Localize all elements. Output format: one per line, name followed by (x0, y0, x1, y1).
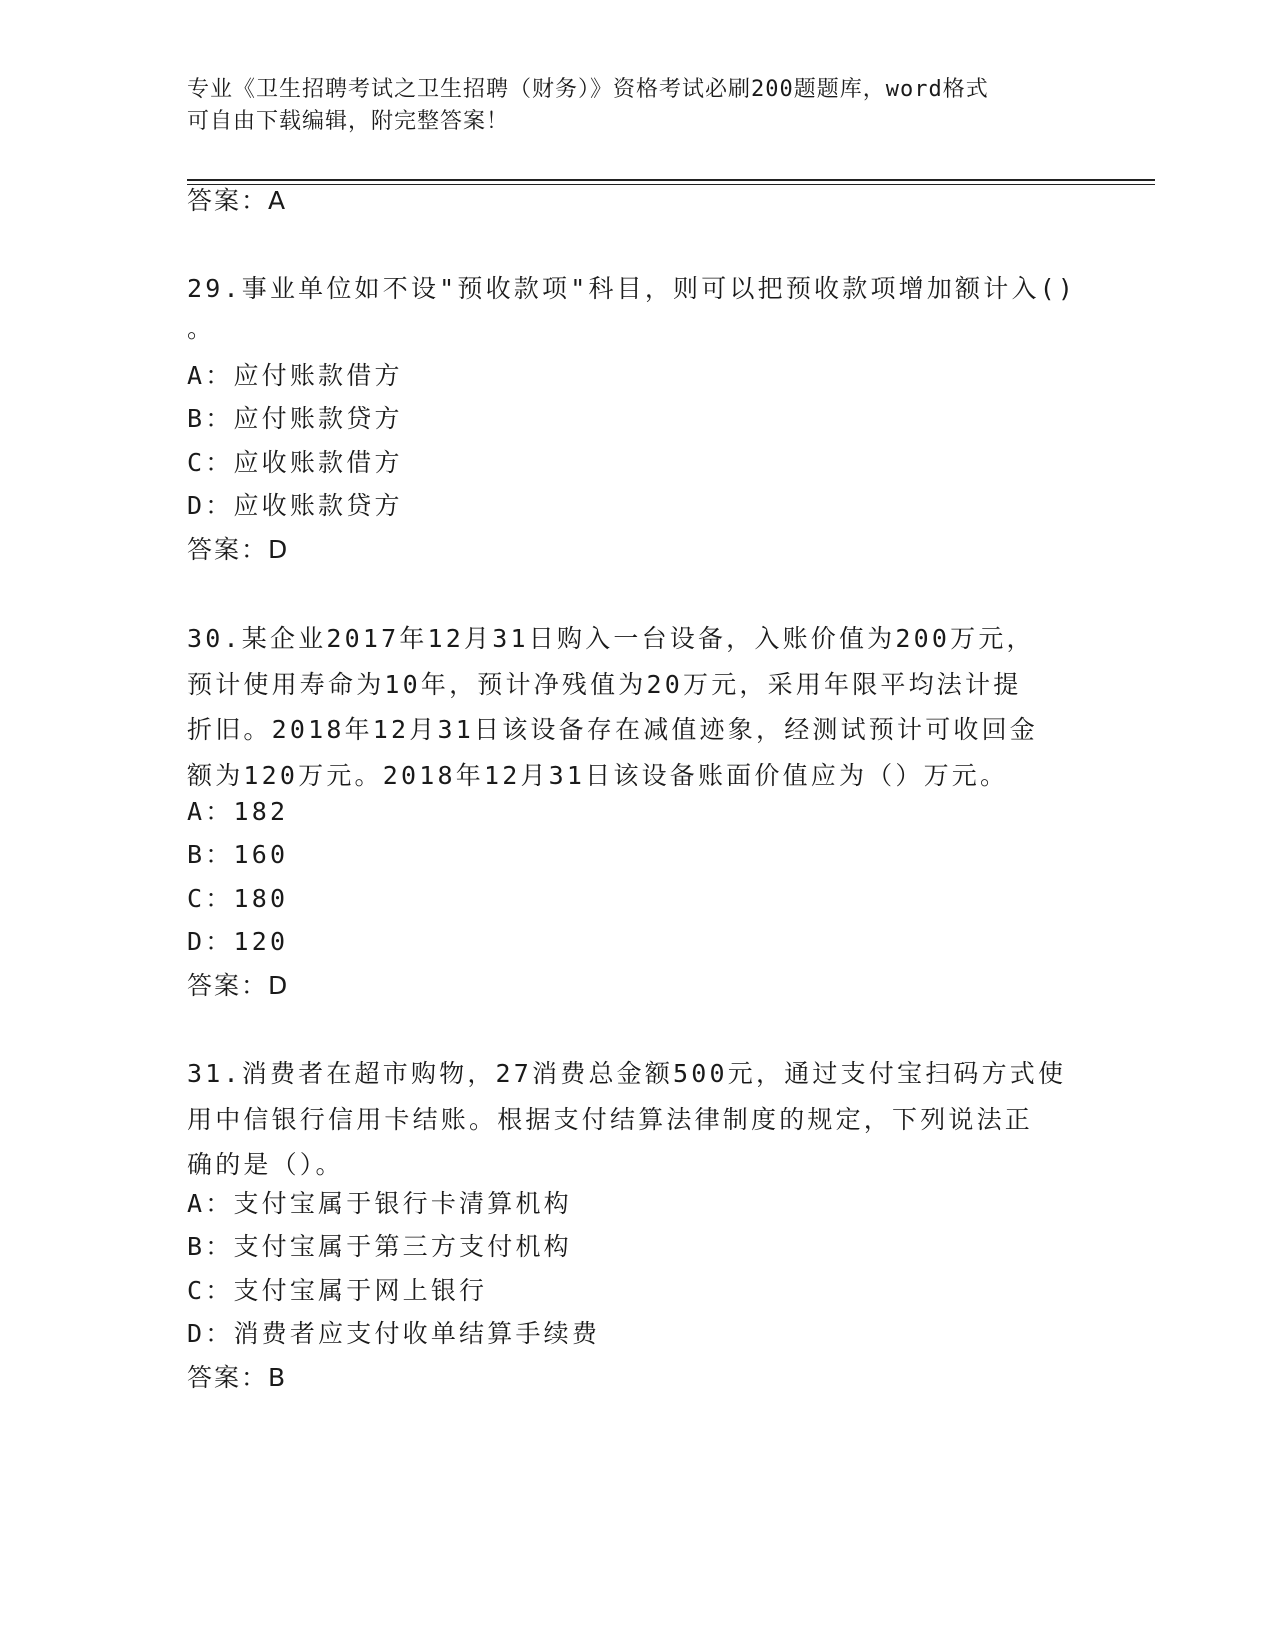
question-line: 29.事业单位如不设"预收款项"科目，则可以把预收款项增加额计入() (187, 274, 1077, 303)
option-d: D：120 (187, 927, 289, 956)
question-line: 额为120万元。2018年12月31日该设备账面价值应为（）万元。 (187, 760, 1009, 790)
prev-answer: 答案：A (187, 186, 288, 215)
option-b: B：应付账款贷方 (187, 404, 403, 433)
option-d: D：应收账款贷方 (187, 491, 403, 520)
answer-29: 答案：D (187, 535, 290, 564)
option-c: C：180 (187, 884, 289, 913)
question-line: 预计使用寿命为10年，预计净残值为20万元，采用年限平均法计提 (187, 669, 1022, 699)
document-header (187, 74, 1067, 138)
option-a: A：支付宝属于银行卡清算机构 (187, 1189, 572, 1218)
option-b: B：支付宝属于第三方支付机构 (187, 1232, 572, 1261)
question-line: 30.某企业2017年12月31日购入一台设备，入账价值为200万元， (187, 624, 1035, 653)
question-30 (187, 616, 1087, 798)
answer-31: 答案：B (187, 1363, 288, 1392)
question-line: 。 (187, 313, 216, 343)
header-divider (187, 179, 1155, 181)
option-c: C：支付宝属于网上银行 (187, 1276, 488, 1305)
option-a: A：182 (187, 797, 289, 826)
option-d: D：消费者应支付收单结算手续费 (187, 1319, 601, 1348)
question-line: 折旧。2018年12月31日该设备存在减值迹象，经测试预计可收回金 (187, 715, 1039, 744)
option-c: C：应收账款借方 (187, 448, 403, 477)
question-31 (187, 1051, 1087, 1188)
header-divider-thin (187, 184, 1155, 185)
question-29 (187, 266, 1087, 346)
question-line: 31.消费者在超市购物，27消费总金额500元，通过支付宝扫码方式使 (187, 1059, 1067, 1088)
option-b: B：160 (187, 840, 289, 869)
option-a: A：应付账款借方 (187, 361, 403, 390)
question-line: 用中信银行信用卡结账。根据支付结算法律制度的规定，下列说法正 (187, 1104, 1034, 1134)
header-line-1: 专业《卫生招聘考试之卫生招聘（财务）》资格考试必刷200题题库，word格式 (187, 77, 989, 102)
answer-30: 答案：D (187, 971, 290, 1000)
header-line-2: 可自由下载编辑，附完整答案！ (187, 109, 510, 134)
question-line: 确的是（）。 (187, 1150, 344, 1179)
